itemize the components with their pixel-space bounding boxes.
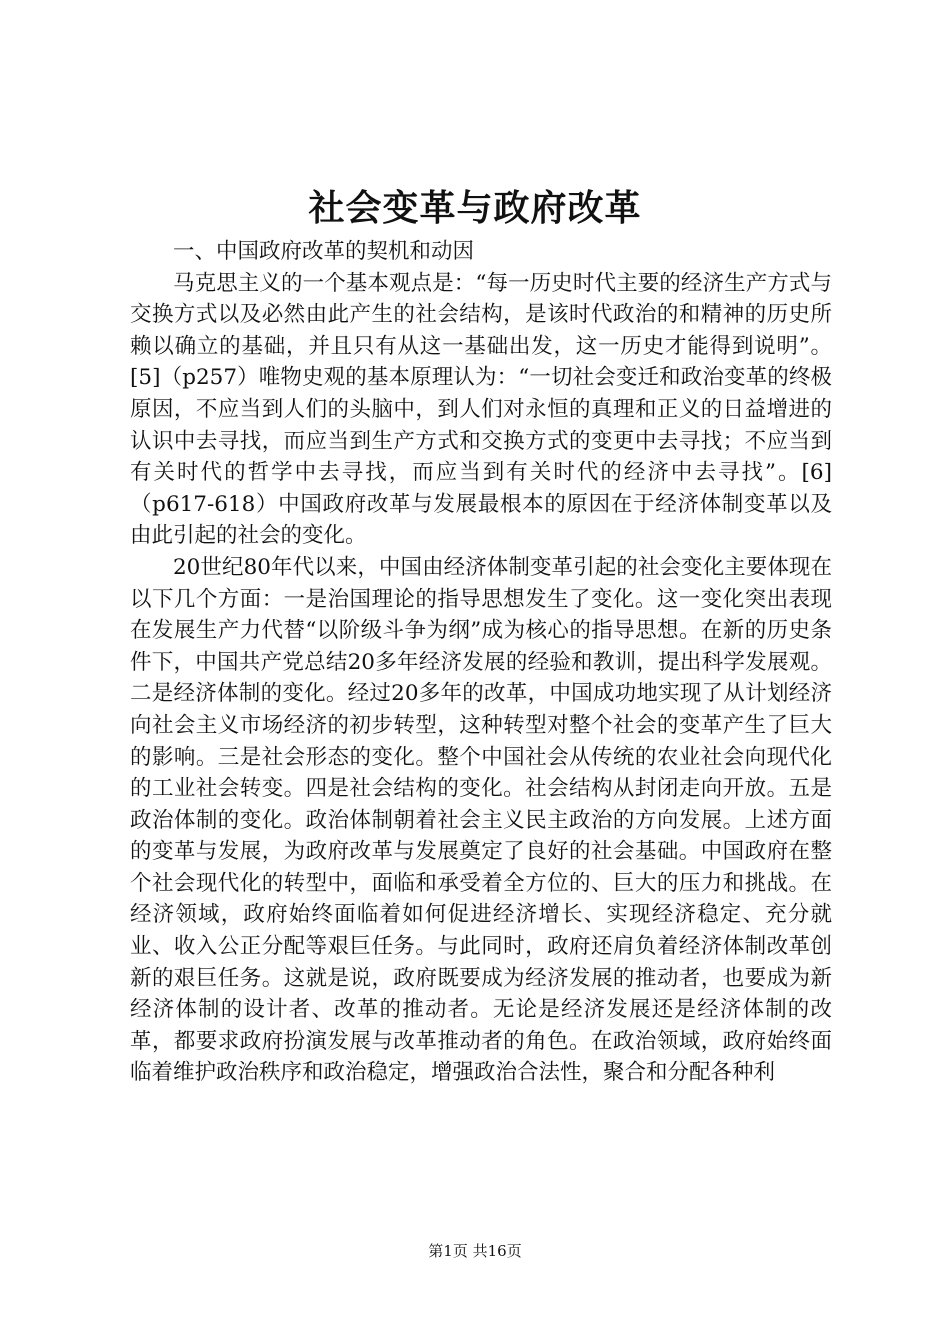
page-footer: 第1页 共16页 (428, 1242, 522, 1260)
paragraph: 马克思主义的一个基本观点是：“每一历史时代主要的经济生产方式与交换方式以及必然由此产生的社会结构，是该时代政治的和精神的历史所赖以确立的基础，并且只有从这一基础出发，这一历史才能得到说明”。[5]（p257）唯物史观的基本原理认为：“一切社会变迁和政治变革的终极原因，不应当到人们的头脑中，到人们对永恒的真理和正义的日益增进的认识中去寻找，而应当到生产方式和交换方式的变更中去寻找；不应当到有关时代的哲学中去寻找，而应当到有关时代的经济中去寻找”。[6]（p617-618）中国政府改革与发展最根本的原因在于经济体制变革以及由此引起的社会的变化。 (130, 270, 832, 549)
paragraph: 20世纪80年代以来，中国由经济体制变革引起的社会变化主要体现在以下几个方面：一是治国理论的指导思想发生了变化。这一变化突出表现在发展生产力代替“以阶级斗争为纲”成为核心的指导思想。在新的历史条件下，中国共产党总结20多年经济发展的经验和教训，提出科学发展观。二是经济体制的变化。经过20多年的改革，中国成功地实现了从计划经济向社会主义市场经济的初步转型，这种转型对整个社会的变革产生了巨大的影响。三是社会形态的变化。整个中国社会从传统的农业社会向现代化的工业社会转变。四是社会结构的变化。社会结构从封闭走向开放。五是政治体制的变化。政治体制朝着社会主义民主政治的方向发展。上述方面的变革与发展，为政府改革与发展奠定了良好的社会基础。中国政府在整个社会现代化的转型中，面临和承受着全方位的、巨大的压力和挑战。在经济领域，政府始终面临着如何促进经济增长、实现经济稳定、充分就业、收入公正分配等艰巨任务。与此同时，政府还肩负着经济体制改革创新的艰巨任务。这就是说，政府既要成为经济发展的推动者，也要成为新经济体制的设计者、改革的推动者。无论是经济发展还是经济体制的改革，都要求政府扮演发展与改革推动者的角色。在政治领域，政府始终面临着维护政治秩序和政治稳定，增强政治合法性，聚合和分配各种利 (130, 554, 832, 1086)
document-title: 社会变革与政府改革 (308, 187, 642, 229)
document-body (130, 236, 832, 1089)
section-heading: 一、中国政府改革的契机和动因 (173, 239, 475, 264)
